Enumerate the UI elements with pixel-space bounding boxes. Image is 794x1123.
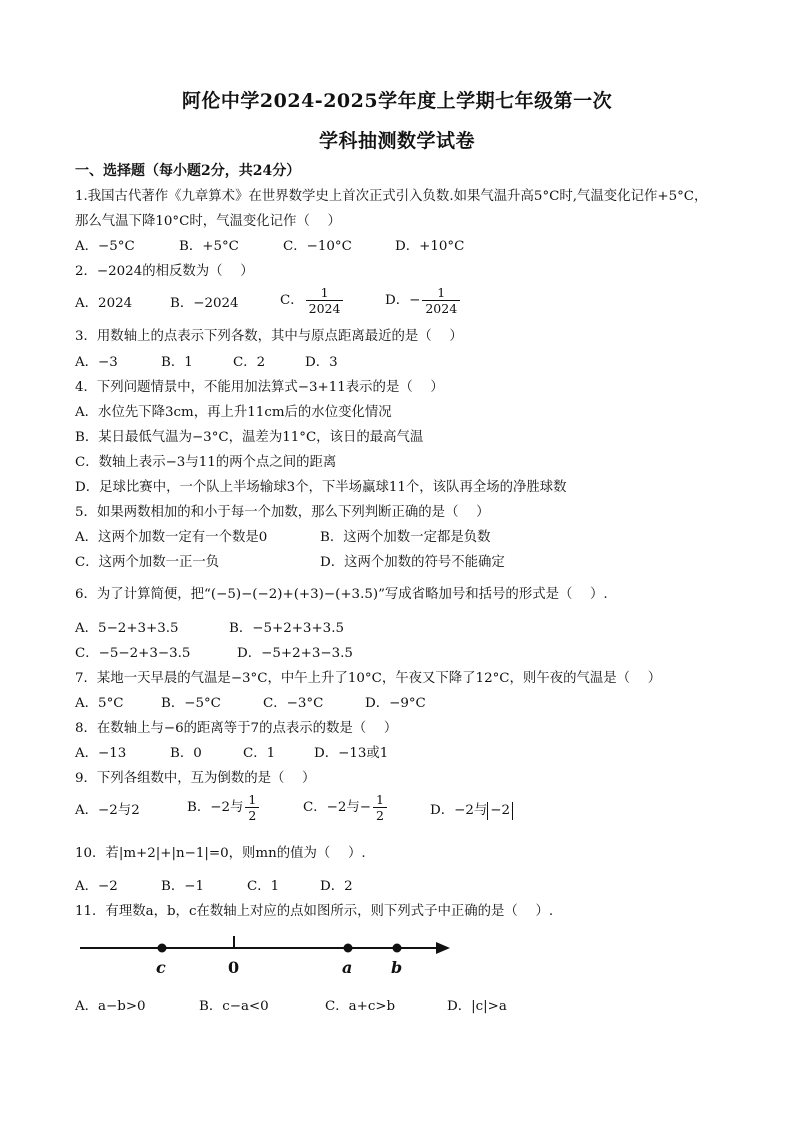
q2-option-c-fraction [306, 285, 344, 316]
fraction-numerator: 1 [306, 285, 344, 301]
q9-options [75, 792, 755, 823]
point-b [393, 944, 402, 953]
q8-stem: 8．在数轴上与−6的距离等于7的点表示的数是（ ） [75, 721, 398, 736]
fraction-denominator: 2024 [425, 301, 458, 316]
fraction-numerator: 1 [373, 792, 387, 808]
q9-option-b-fraction [245, 792, 259, 823]
q11-options [75, 998, 755, 1016]
q9-option-b [187, 792, 261, 823]
label-a: a [342, 958, 353, 977]
q9-stem: 9．下列各组数中，互为倒数的是（ ） [75, 771, 316, 786]
fraction-denominator: 2 [248, 808, 257, 823]
q9-option-d [430, 802, 513, 820]
q4-option-a: A．水位先下降3cm，再上升11cm后的水位变化情况 [75, 405, 392, 420]
q7-option-b: B．−5°C [161, 696, 221, 711]
q9-option-d-prefix: D．−2与 [430, 803, 488, 818]
fraction-numerator: 1 [422, 285, 460, 301]
q1-options [75, 238, 755, 256]
q3-option-b: B．1 [161, 355, 193, 370]
point-c [158, 944, 167, 953]
fraction-denominator: 2 [376, 808, 384, 823]
q9-option-c-prefix: C．−2与− [303, 800, 371, 815]
q3-option-a: A．−3 [75, 355, 118, 370]
q1-option-d: D．+10°C [395, 239, 465, 254]
q3-option-c: C．2 [233, 355, 266, 370]
q10-option-c: C．1 [247, 879, 280, 894]
q11-option-b: B．c−a<0 [199, 999, 269, 1014]
q5-option-b: B．这两个加数一定都是负数 [320, 530, 491, 545]
q6-option-a: A．5−2+3+3.5 [75, 621, 179, 636]
q9-option-d-absolute-value: −2 [487, 802, 513, 820]
q2-option-d-fraction [422, 285, 460, 316]
q9-option-c-fraction [373, 792, 387, 823]
q10-options [75, 878, 755, 896]
q2-options [75, 285, 755, 316]
q2-option-a: A．2024 [75, 296, 133, 311]
q7-option-a: A．5°C [75, 696, 124, 711]
q11-stem: 11．有理数a，b，c在数轴上对应的点如图所示，则下列式子中正确的是（ ）. [75, 904, 554, 919]
q2-option-b: B．−2024 [170, 296, 239, 311]
q11-option-d: D．|c|>a [447, 999, 507, 1014]
q7-options [75, 695, 755, 713]
q5-options-row2 [75, 554, 755, 572]
q6-options-row2 [75, 645, 755, 663]
q3-option-d: D．3 [305, 355, 338, 370]
q6-option-d: D．−5+2+3−3.5 [237, 646, 353, 661]
point-a [344, 944, 353, 953]
q5-option-c: C．这两个加数一正一负 [75, 555, 220, 570]
label-c: c [156, 958, 166, 977]
q10-option-d: D．2 [320, 879, 353, 894]
q10-option-b: B．−1 [161, 879, 204, 894]
q5-options-row1 [75, 529, 755, 547]
q1-option-b: B．+5°C [179, 239, 239, 254]
q9-option-c [303, 792, 389, 823]
q2-option-c-prefix: C． [280, 293, 304, 308]
section-heading-choice: 一、选择题（每小题2分，共24分） [75, 163, 301, 179]
q7-option-c: C．−3°C [263, 696, 324, 711]
q1-stem-line1: 1.我国古代著作《九章算术》在世界数学史上首次正式引入负数.如果气温升高5°C时,气温变化记作+5°C， [75, 189, 708, 204]
q8-option-d: D．−13或1 [314, 746, 389, 761]
q1-option-c: C．−10°C [283, 239, 352, 254]
q5-stem: 5．如果两数相加的和小于每一个加数，那么下列判断正确的是（ ） [75, 505, 490, 520]
label-zero: 0 [228, 958, 240, 977]
q5-option-a: A．这两个加数一定有一个数是0 [75, 530, 268, 545]
q4-option-b: B．某日最低气温为−3°C，温差为11°C，该日的最高气温 [75, 430, 424, 445]
fraction-numerator: 1 [245, 792, 259, 808]
q2-option-d-prefix: D．− [385, 293, 421, 308]
q8-option-a: A．−13 [75, 746, 127, 761]
q8-option-b: B．0 [170, 746, 202, 761]
q8-options [75, 745, 755, 763]
q9-option-a: A．−2与2 [75, 803, 140, 818]
q1-stem-line2: 那么气温下降10°C时，气温变化记作（ ） [75, 214, 341, 229]
q6-option-b: B．−5+2+3+3.5 [229, 621, 344, 636]
q6-option-c: C．−5−2+3−3.5 [75, 646, 191, 661]
q4-stem: 4．下列问题情景中，不能用加法算式−3+11表示的是（ ） [75, 380, 444, 395]
number-line-arrow-icon [436, 942, 450, 954]
q2-option-c [280, 285, 345, 316]
q8-option-c: C．1 [243, 746, 276, 761]
q9-option-b-prefix: B．−2与 [187, 800, 244, 815]
q7-stem: 7．某地一天早晨的气温是−3°C，中午上升了10°C，午夜又下降了12°C，则午夜的气温是（ ） [75, 671, 662, 686]
q11-number-line-figure [78, 930, 458, 990]
q7-option-d: D．−9°C [365, 696, 426, 711]
q3-options [75, 354, 755, 372]
q6-options-row1 [75, 620, 755, 638]
q4-option-d: D．足球比赛中，一个队上半场输球3个，下半场赢球11个，该队再全场的净胜球数 [75, 480, 567, 495]
q10-option-a: A．−2 [75, 879, 118, 894]
q11-option-c: C．a+c>b [325, 999, 396, 1014]
q10-stem: 10．若|m+2|+|n−1|=0，则mn的值为（ ）. [75, 846, 366, 861]
q4-option-c: C．数轴上表示−3与11的两个点之间的距离 [75, 455, 337, 470]
q6-stem: 6．为了计算简便，把“(−5)−(−2)+(+3)−(+3.5)”写成省略加号和括号的形式是（ ）. [75, 587, 608, 602]
q11-option-a: A．a−b>0 [75, 999, 146, 1014]
q2-stem: 2．−2024的相反数为（ ） [75, 264, 254, 279]
q5-option-d: D．这两个加数的符号不能确定 [320, 555, 505, 570]
exam-title-line2: 学科抽测数学试卷 [318, 130, 475, 152]
fraction-denominator: 2024 [308, 301, 341, 316]
q1-option-a: A．−5°C [75, 239, 135, 254]
label-b: b [391, 958, 403, 977]
exam-title-line1: 阿伦中学2024-2025学年度上学期七年级第一次 [181, 90, 613, 112]
q2-option-d [385, 285, 462, 316]
q3-stem: 3．用数轴上的点表示下列各数，其中与原点距离最近的是（ ） [75, 329, 463, 344]
